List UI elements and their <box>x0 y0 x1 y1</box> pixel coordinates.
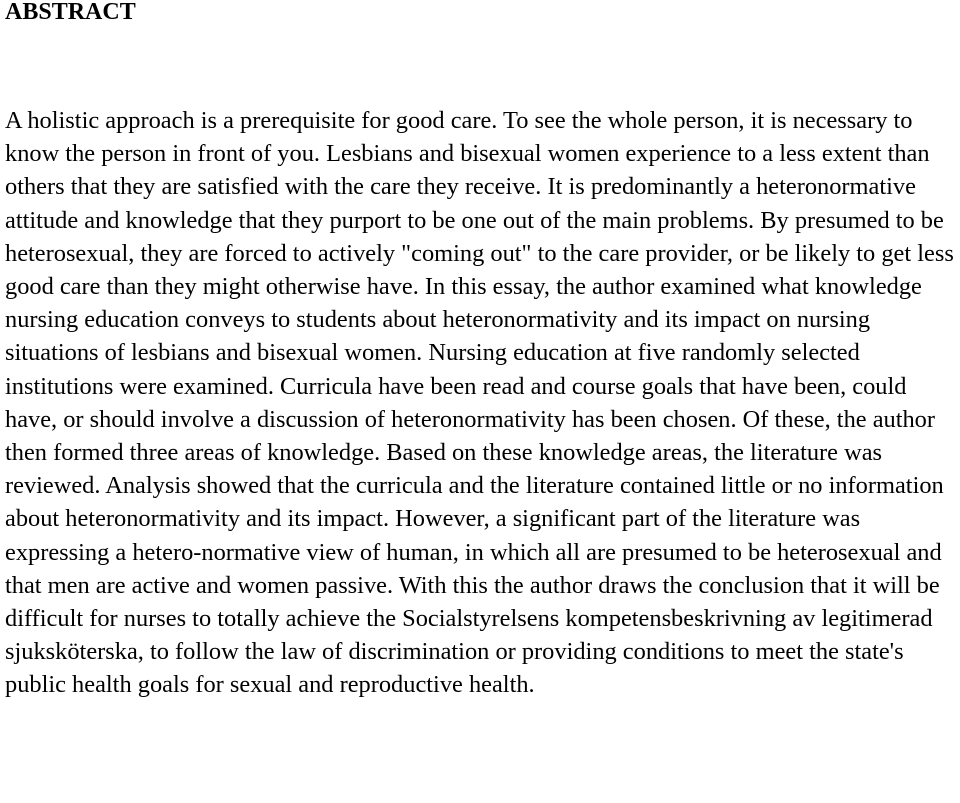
abstract-paragraph: A holistic approach is a prerequisite for good care. To see the whole person, it is necessary to know the person in front of you. Lesbians and bisexual women experience to a less extent than others that they are satisfied with the care they receive. It is predominantly a heteronormative attitude and knowledge that they purport to be one out of the main problems. By presumed to be heterosexual, they are forced to actively "coming out" to the care provider, or be likely to get less good care than they might otherwise have. In this essay, the author examined what knowledge nursing education conveys to students about heteronormativity and its impact on nursing situations of lesbians and bisexual women. Nursing education at five randomly selected institutions were examined. Curricula have been read and course goals that have been, could have, or should involve a discussion of heteronormativity has been chosen. Of these, the author then formed three areas of knowledge. Based on these knowledge areas, the literature was reviewed. Analysis showed that the curricula and the literature contained little or no information about heteronormativity and its impact. However, a significant part of the literature was expressing a hetero-normative view of human, in which all are presumed to be heterosexual and that men are active and women passive. With this the author draws the conclusion that it will be difficult for nurses to totally achieve the Socialstyrelsens kompetensbeskrivning av legitimerad sjuksköterska, to follow the law of discrimination or providing conditions to meet the state's public health goals for sexual and reproductive health. <box>5 107 954 699</box>
document-page <box>5 0 955 702</box>
abstract-heading: ABSTRACT <box>5 0 136 25</box>
